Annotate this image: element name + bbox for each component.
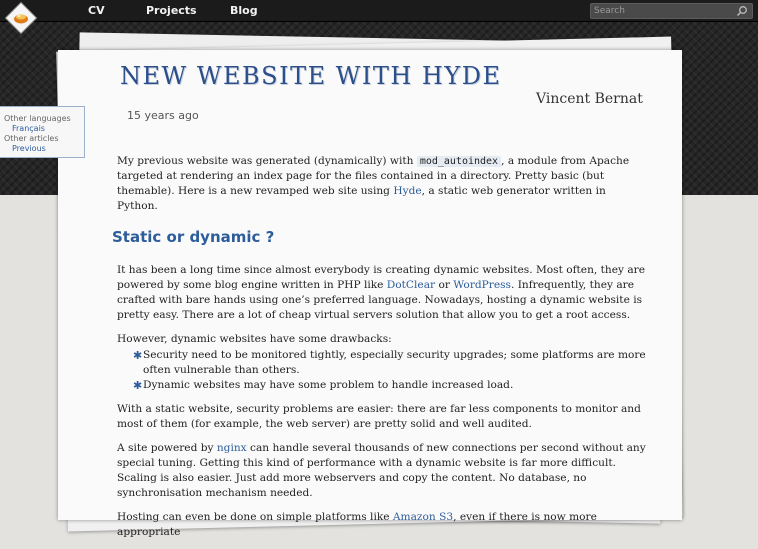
article-author: Vincent Bernat (536, 91, 643, 107)
text: can handle several thousands of new connections per second without any special tuning. Getting this kind of performance with a dynamic website is far more difficult. Scaling is also easier. Just add more webservers and copy the content. No database, no synchronisation mechanism needed. (117, 442, 646, 499)
paragraph-static-security: With a static website, security problems are easier: there are far less components to monitor and most of them (for example, the web server) are pretty solid and well audited. (117, 403, 641, 430)
article-content (112, 154, 647, 549)
site-logo[interactable] (5, 2, 37, 34)
paragraph-dynamic (117, 263, 647, 323)
text: , a static web generator written in Python. (117, 185, 606, 212)
link-hyde[interactable]: Hyde (393, 185, 422, 197)
other-languages-label: Other languages (4, 114, 71, 123)
previous-article-link[interactable]: Previous (12, 144, 46, 153)
search-box (590, 3, 753, 19)
bullet-icon: ✱ (133, 349, 143, 362)
nav-cv[interactable]: CV (88, 4, 105, 17)
text: Security need to be monitored tightly, especially security upgrades; some platforms are more often vulnerable than others. (143, 349, 646, 376)
paragraph-drawbacks: However, dynamic websites have some drawbacks: (117, 333, 392, 345)
article-title: NEW WEBSITE WITH HYDE (120, 62, 502, 90)
search-input[interactable] (591, 4, 731, 18)
link-nginx[interactable]: nginx (216, 442, 247, 454)
link-amazon-s3[interactable]: Amazon S3 (392, 511, 454, 523)
other-articles-label: Other articles (4, 134, 59, 143)
section-heading: Static or dynamic ? (112, 228, 275, 246)
text: A site powered by (117, 442, 217, 454)
list-item (117, 378, 647, 393)
text: It has been a long time since almost everybody is creating dynamic websites. Most often, they are powered by some blog engine written in PHP like (117, 264, 645, 291)
bullet-icon: ✱ (133, 379, 143, 392)
paragraph-hosting (117, 510, 647, 540)
text: Dynamic websites may have some problem to handle increased load. (143, 379, 514, 391)
article-date: 15 years ago (127, 109, 199, 122)
text: Hosting can even be done on simple platforms like (117, 511, 393, 523)
text: , even if there is now more appropriate (117, 511, 597, 538)
link-dotclear[interactable]: DotClear (386, 279, 436, 291)
link-wordpress[interactable]: WordPress (453, 279, 511, 291)
text: My previous website was generated (dynamically) with (117, 155, 417, 167)
search-icon[interactable] (736, 5, 748, 17)
nav-projects[interactable]: Projects (146, 4, 197, 17)
text: or (435, 279, 454, 291)
paragraph-nginx (117, 441, 647, 501)
side-navigation (0, 106, 85, 158)
drawbacks-list (117, 348, 647, 393)
language-link-francais[interactable]: Français (12, 124, 45, 133)
text: . Infrequently, they are crafted with bare hands using one’s preferred language. Nowadays, hosting a dynamic website is pretty easy. There are a lot of cheap virtual servers solution that allow you to get a root access. (117, 279, 643, 321)
text: , a module from Apache targeted at rendering an index page for the files contained in a directory. Pretty basic (but themable). Here is a new revamped web site using (117, 155, 630, 197)
nav-blog[interactable]: Blog (230, 4, 258, 17)
intro-paragraph (117, 154, 647, 214)
list-item (117, 348, 647, 378)
inline-code: mod_autoindex (417, 156, 501, 167)
